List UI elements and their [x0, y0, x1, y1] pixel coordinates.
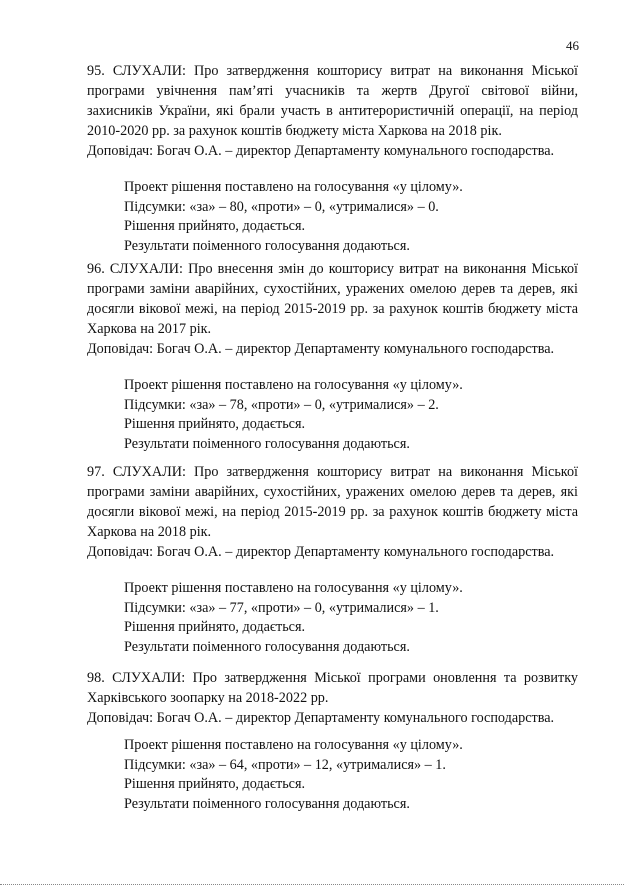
result-line: Проект рішення поставлено на голосування «у цілому».	[124, 580, 463, 596]
result-line: Проект рішення поставлено на голосування «у цілому».	[124, 737, 463, 753]
result-line: Результати поіменного голосування додаються.	[124, 638, 410, 655]
item-heading: 96. СЛУХАЛИ: Про внесення змін до кошторису витрат на виконання Міської програми заміни аварійних, сухостійних, уражених омелою дерев та дерев, які досягли вікової межі, на період 2015-2019 рр. за рахунок коштів бюджету міста Харкова на 2017 рік.	[87, 261, 578, 337]
result-line: Результати поіменного голосування додаються.	[124, 237, 410, 254]
voting-results	[124, 579, 578, 657]
result-line: Підсумки: «за» – 77, «проти» – 0, «утрималися» – 1.	[124, 599, 439, 616]
item-speaker: Доповідач: Богач О.А. – директор Департаменту комунального господарства.	[87, 143, 555, 159]
result-line: Рішення прийнято, додається.	[124, 619, 306, 635]
item-speaker: Доповідач: Богач О.А. – директор Департаменту комунального господарства.	[87, 710, 555, 726]
item-heading: 98. СЛУХАЛИ: Про затвердження Міської програми оновлення та розвитку Харківського зоопарку на 2018-2022 рр.	[87, 670, 578, 706]
item-heading: 97. СЛУХАЛИ: Про затвердження кошторису витрат на виконання Міської програми заміни аварійних, сухостійних, уражених омелою дерев та дерев, які досягли вікової межі, на період 2015-2019 рр. за рахунок коштів бюджету міста Харкова на 2018 рік.	[87, 464, 578, 540]
voting-results	[124, 736, 578, 814]
item-heading: 95. СЛУХАЛИ: Про затвердження кошторису витрат на виконання Міської програми увічнення пам’яті учасників та жертв Другої світової війни, захисників України, які брали участь в антитерористичній операції, на період 2010-2020 рр. за рахунок коштів бюджету міста Харкова на 2018 рік.	[87, 63, 578, 139]
page-number: 46	[566, 38, 579, 53]
result-line: Проект рішення поставлено на голосування «у цілому».	[124, 179, 463, 195]
result-line: Результати поіменного голосування додаються.	[124, 795, 410, 812]
agenda-item-97	[87, 462, 578, 657]
result-line: Підсумки: «за» – 64, «проти» – 12, «утрималися» – 1.	[124, 756, 446, 773]
result-line: Результати поіменного голосування додаються.	[124, 435, 410, 452]
result-line: Рішення прийнято, додається.	[124, 416, 306, 432]
item-speaker: Доповідач: Богач О.А. – директор Департаменту комунального господарства.	[87, 341, 555, 357]
agenda-item-96	[87, 259, 578, 454]
page-bottom-edge	[0, 884, 624, 885]
agenda-item-98	[87, 668, 578, 814]
item-speaker: Доповідач: Богач О.А. – директор Департаменту комунального господарства.	[87, 544, 555, 560]
result-line: Проект рішення поставлено на голосування «у цілому».	[124, 377, 463, 393]
result-line: Рішення прийнято, додається.	[124, 218, 306, 234]
voting-results	[124, 178, 578, 256]
agenda-item-95	[87, 61, 578, 256]
voting-results	[124, 376, 578, 454]
result-line: Рішення прийнято, додається.	[124, 776, 306, 792]
result-line: Підсумки: «за» – 78, «проти» – 0, «утрималися» – 2.	[124, 396, 439, 413]
result-line: Підсумки: «за» – 80, «проти» – 0, «утрималися» – 0.	[124, 198, 439, 215]
